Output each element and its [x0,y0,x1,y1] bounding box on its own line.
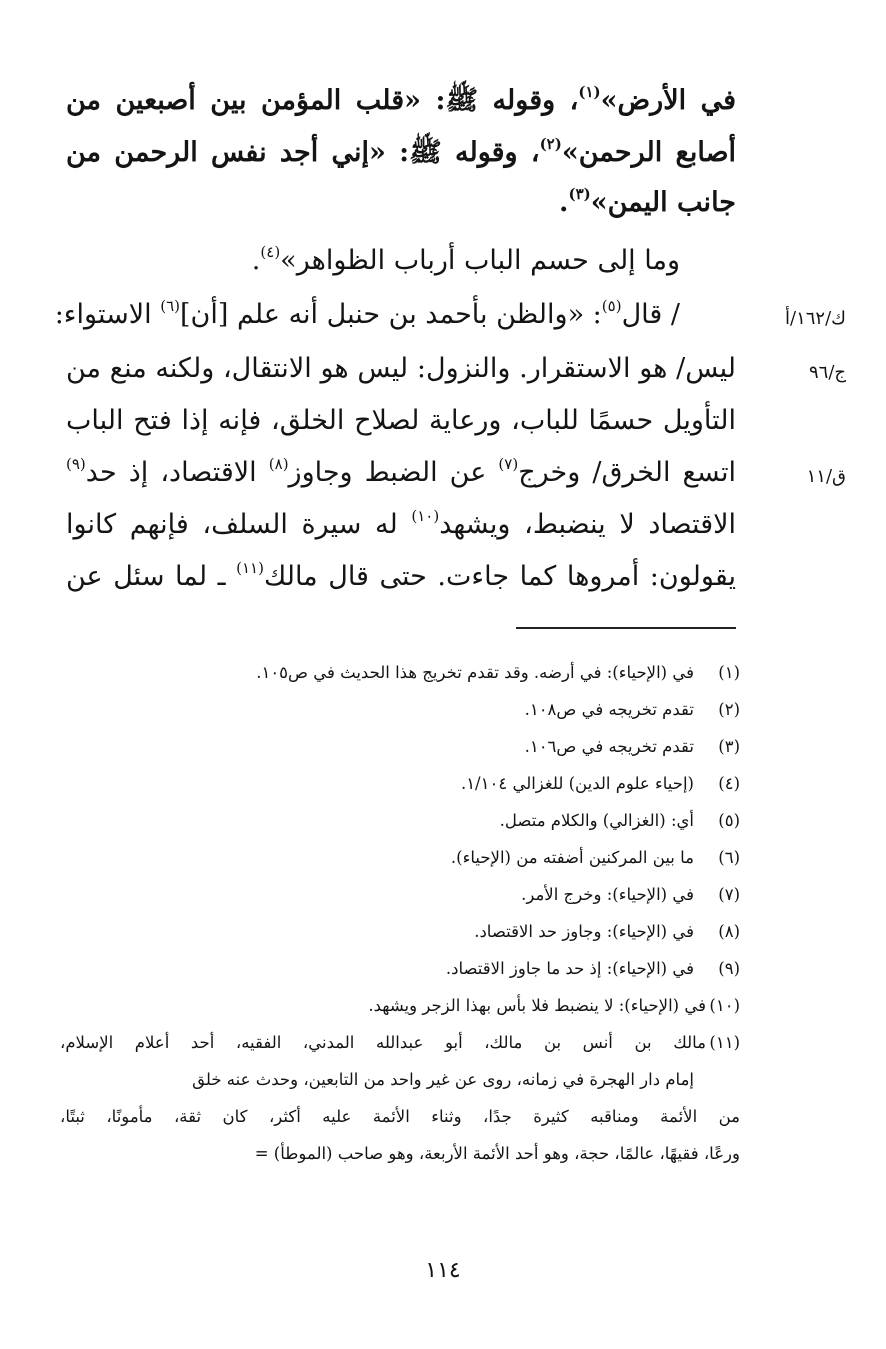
footnote-continuation: إمام دار الهجرة في زمانه، روى عن غير واحد من التابعين، وحدث عنه خلق [192,1070,694,1089]
footnote-number: (٣) [718,737,740,756]
footnote-text: تقدم تخريجه في ص١٠٨. [524,700,694,719]
footnote-text: في (الإحياء): إذ حد ما جاوز الاقتصاد. [445,959,694,978]
body-line: أصابع الرحمن»$^{(٢)}$، وقوله ﷺ: «إني أجد نفس الرحمن من [66,135,736,168]
page-number: ١١٤ [425,1258,461,1283]
footnote-number: (١٠) [709,996,740,1015]
footnote-text: تقدم تخريجه في ص١٠٦. [524,737,694,756]
body-line: اتسع الخرق/ وخرج$^{(٧)}$ عن الضبط وجاوز$^{(٨)}$ الاقتصاد، إذ حد$^{(٩)}$ [66,455,736,488]
footnote-number: (٦) [718,848,740,867]
body-line: التأويل حسمًا للباب، ورعاية لصلاح الخلق، فإنه إذا فتح الباب [66,405,736,436]
footnote-text: (إحياء علوم الدين) للغزالي ١/١٠٤. [460,774,694,793]
body-line: يقولون: أمروها كما جاءت. حتى قال مالك$^{(١١)}$ ـ لما سئل عن [66,559,737,592]
footnote-text: في (الإحياء): في أرضه. وقد تقدم تخريج هذا الحديث في ص١٠٥. [256,663,694,682]
body-line: ليس/ هو الاستقرار. والنزول: ليس هو الانتقال، ولكنه منع من [66,353,736,384]
margin-note: ك/١٦٢/أ [785,308,846,329]
footnote-text: في (الإحياء): لا ينضبط فلا بأس بهذا الزجر ويشهد. [368,996,706,1015]
body-line: وما إلى حسم الباب أرباب الظواهر»$^{(٤)}$. [251,243,680,276]
footnote-number: (٨) [718,922,740,941]
footnote-text: أي: (الغزالي) والكلام متصل. [499,811,694,830]
body-line: / قال$^{(٥)}$: «والظن بأحمد بن حنبل أنه علم [أن]$^{(٦)}$ الاستواء: [54,297,680,330]
footnote-text: مالك بن أنس بن مالك، أبو عبدالله المدني، الفقيه، أحد أعلام الإسلام، [60,1033,706,1052]
footnote-number: (١) [718,663,740,682]
footnote-number: (٩) [718,959,740,978]
footnote-number: (٤) [718,774,740,793]
footnote-number: (٧) [718,885,740,904]
body-line: جانب اليمن»$^{(٣)}$. [559,185,736,218]
footnote-number: (٥) [718,811,740,830]
body-line: في الأرض»$^{(١)}$، وقوله ﷺ: «قلب المؤمن بين أصبعين من [66,83,736,116]
margin-note: ق/١١ [806,466,846,487]
footnote-continuation: ورعًا، فقيهًا، عالمًا، حجة، وهو أحد الأئمة الأربعة، وهو صاحب (الموطأ) = [254,1144,740,1163]
body-line: الاقتصاد لا ينضبط، ويشهد$^{(١٠)}$ له سيرة السلف، فإنهم كانوا [66,507,737,540]
footnote-number: (٢) [718,700,740,719]
footnote-number: (١١) [709,1033,740,1052]
footnote-text: ما بين المركنين أضفته من (الإحياء). [450,848,694,867]
footnote-text: في (الإحياء): وجاوز حد الاقتصاد. [474,922,694,941]
footnote-separator [516,627,736,629]
footnote-text: في (الإحياء): وخرج الأمر. [521,885,694,904]
margin-note: ج/٩٦ [808,362,846,383]
footnote-continuation: من الأئمة ومناقبه كثيرة جدًا، وثناء الأئمة عليه أكثر، كان ثقة، مأمونًا، ثبتًا، [60,1107,740,1126]
